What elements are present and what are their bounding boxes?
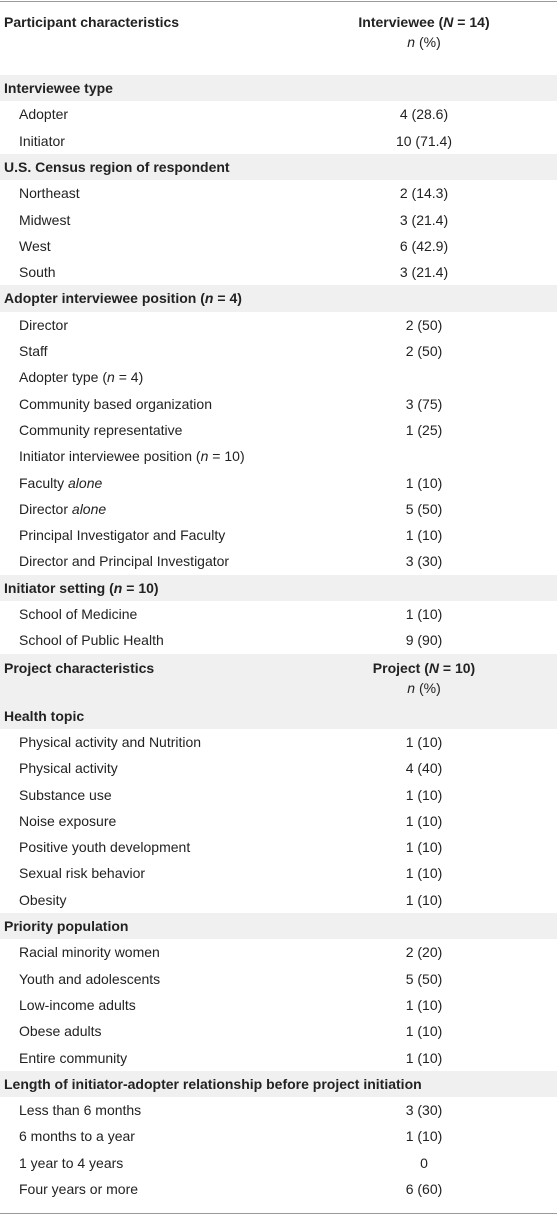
header-n-percent-2: n (%) (407, 679, 441, 696)
row-label: Initiator interviewee position (n = 10) (19, 448, 245, 465)
section-label: Health topic (4, 707, 85, 724)
row-label: West (19, 237, 51, 254)
table-row (0, 259, 557, 285)
row-label: Community based organization (19, 395, 212, 412)
row-label: Community representative (19, 421, 183, 438)
row-value: 3 (75) (405, 395, 443, 412)
row-value: 4 (28.6) (399, 106, 449, 123)
table-row (0, 338, 557, 364)
row-label: Physical activity and Nutrition (19, 733, 202, 750)
row-value: 1 (10) (405, 606, 443, 622)
section-row (0, 575, 557, 601)
table-row (0, 207, 557, 233)
row-label: Faculty alone (19, 474, 103, 491)
row-label: Principal Investigator and Faculty (19, 527, 226, 544)
row-label: Four years or more (19, 1181, 139, 1197)
table-row (0, 1150, 557, 1176)
table-row (0, 729, 557, 755)
row-label: Physical activity (19, 760, 118, 777)
section-label: Length of initiator-adopter relationship before project initiation (4, 1075, 422, 1092)
table-row (0, 782, 557, 808)
row-label: Midwest (19, 211, 71, 228)
table-row (0, 443, 557, 469)
table-row (0, 101, 557, 127)
row-label: Adopter (19, 106, 69, 123)
row-value: 1 (10) (405, 812, 443, 829)
table-row (0, 364, 557, 390)
table-row (0, 755, 557, 781)
row-value: 6 (42.9) (399, 237, 449, 254)
row-value: 1 (10) (405, 1049, 443, 1066)
table-row (0, 887, 557, 913)
row-value: 1 (10) (405, 839, 443, 856)
row-label: School of Medicine (19, 606, 138, 622)
row-value: 2 (14.3) (399, 185, 449, 202)
row-label: Northeast (19, 185, 80, 202)
header-project-characteristics: Project characteristics (4, 659, 155, 676)
row-label: Initiator (19, 132, 65, 149)
header-interviewee-label: Interviewee (N = 14) (358, 14, 490, 30)
row-value: 1 (10) (405, 891, 443, 908)
header-interviewee-column (324, 14, 524, 50)
section-row (0, 1071, 557, 1097)
row-label: Obesity (19, 891, 67, 908)
section-label: Interviewee type (4, 80, 113, 96)
row-label: Positive youth development (19, 839, 191, 856)
section-label: Initiator setting (n = 10) (4, 579, 159, 596)
section-label: Adopter interviewee position (n = 4) (4, 290, 242, 307)
row-value: 1 (10) (405, 1023, 443, 1040)
table-row (0, 834, 557, 860)
row-value: 1 (10) (405, 996, 443, 1013)
table-header (0, 8, 557, 66)
row-value: 1 (10) (405, 733, 443, 750)
table-bottom-rule (0, 1213, 557, 1214)
row-label: Director and Principal Investigator (19, 553, 230, 570)
table-row (0, 548, 557, 574)
row-value: 1 (10) (405, 786, 443, 803)
row-label: Entire community (19, 1049, 128, 1066)
row-label: Director (19, 316, 69, 333)
row-label: Adopter type (n = 4) (19, 369, 144, 386)
table-row (0, 417, 557, 443)
row-label: Less than 6 months (19, 1102, 142, 1119)
row-value: 3 (30) (405, 1102, 443, 1119)
table-row (0, 992, 557, 1018)
table-top-rule (0, 1, 557, 2)
table-row (0, 233, 557, 259)
project-header (0, 654, 557, 703)
row-value: 10 (71.4) (395, 132, 453, 149)
table-row (0, 939, 557, 965)
table-row (0, 128, 557, 154)
table-row (0, 496, 557, 522)
row-value: 3 (30) (405, 553, 443, 570)
row-value: 9 (90) (405, 632, 443, 649)
row-label: 6 months to a year (19, 1128, 135, 1145)
row-value: 5 (50) (405, 500, 443, 517)
table-row (0, 966, 557, 992)
row-label: South (19, 264, 56, 281)
row-label: Substance use (19, 786, 112, 803)
header-n-percent: n (%) (407, 34, 441, 50)
table-row (0, 1097, 557, 1123)
table-row (0, 1123, 557, 1149)
row-value: 2 (50) (405, 316, 443, 333)
header-project-label: Project (N = 10) (372, 659, 476, 676)
row-value: 1 (10) (405, 1128, 443, 1145)
section-row (0, 285, 557, 311)
table-row (0, 391, 557, 417)
row-label: Director alone (19, 500, 107, 517)
table-row (0, 180, 557, 206)
row-label: Sexual risk behavior (19, 865, 146, 882)
row-value: 0 (420, 1154, 428, 1171)
row-label: Low-income adults (19, 996, 136, 1013)
row-value: 1 (10) (405, 865, 443, 882)
table-row (0, 1045, 557, 1071)
row-label: Racial minority women (19, 944, 160, 961)
row-value: 5 (50) (405, 970, 443, 987)
row-label: School of Public Health (19, 632, 164, 649)
table-row (0, 470, 557, 496)
table-row (0, 1018, 557, 1044)
section-row (0, 154, 557, 180)
row-label: 1 year to 4 years (19, 1154, 124, 1171)
row-label: Obese adults (19, 1023, 102, 1040)
row-value: 6 (60) (405, 1181, 443, 1197)
table-row (0, 601, 557, 627)
row-label: Noise exposure (19, 812, 117, 829)
header-project-column (324, 660, 524, 696)
row-value: 2 (20) (405, 944, 443, 961)
table-row (0, 1176, 557, 1202)
row-value: 2 (50) (405, 343, 443, 359)
table-row (0, 860, 557, 886)
row-value: 1 (10) (405, 474, 443, 491)
row-label: Staff (19, 343, 48, 359)
section-row (0, 913, 557, 939)
row-value: 3 (21.4) (399, 211, 449, 228)
table-row (0, 522, 557, 548)
section-row (0, 75, 557, 101)
row-label: Youth and adolescents (19, 970, 161, 987)
table-row (0, 808, 557, 834)
row-value: 4 (40) (405, 760, 443, 777)
table-row (0, 312, 557, 338)
row-value: 3 (21.4) (399, 264, 449, 281)
section-label: Priority population (4, 918, 129, 934)
section-label: U.S. Census region of respondent (4, 158, 230, 175)
table-row (0, 627, 557, 653)
row-value: 1 (25) (405, 421, 443, 438)
header-participant-characteristics: Participant characteristics (4, 14, 180, 30)
row-value: 1 (10) (405, 527, 443, 544)
section-row (0, 703, 557, 729)
